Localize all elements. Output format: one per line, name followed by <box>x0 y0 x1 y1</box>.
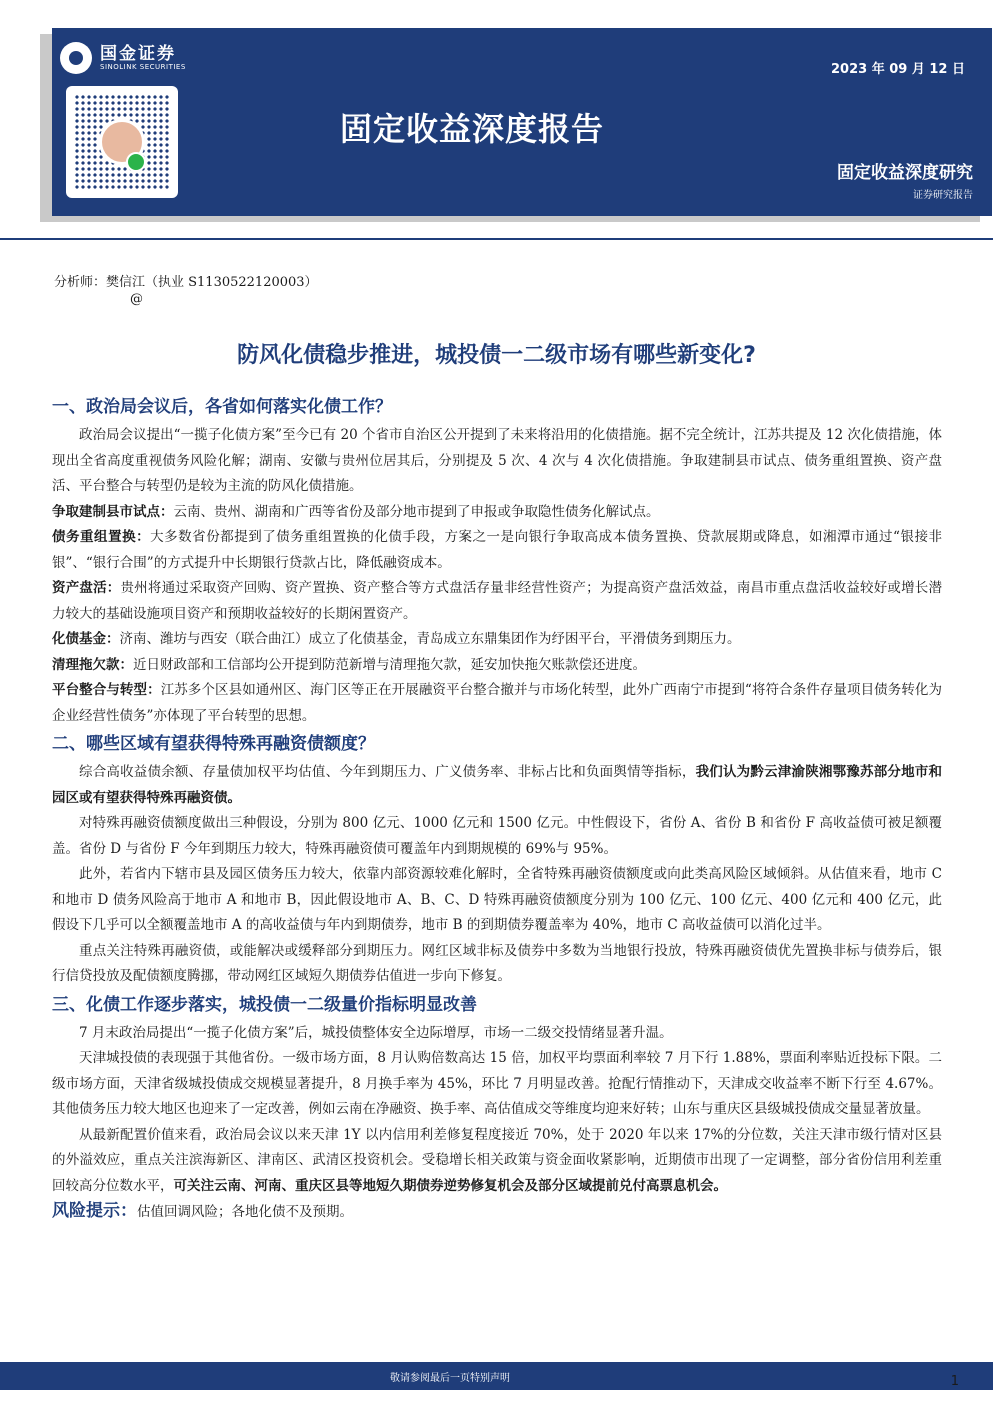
item-text: 大多数省份都提到了债务重组置换的化债手段，方案之一是向银行争取高成本债务置换、贷款展期或降息，如湘潭市通过“银接非银”、“银行合围”的方式提升中长期银行贷款占比，降低融资成本。 <box>52 529 942 571</box>
report-label: 证券研究报告 <box>913 190 973 201</box>
item-label: 清理拖欠款： <box>52 656 133 673</box>
disclaimer-note: 敬请参阅最后一页特别声明 <box>390 1373 510 1384</box>
header-divider <box>0 238 993 240</box>
item-text: 近日财政部和工信部均公开提到防范新增与清理拖欠款，延安加快拖欠账款偿还进度。 <box>133 656 646 673</box>
section-2-paragraph: 对特殊再融资债额度做出三种假设，分别为 800 亿元、1000 亿元和 1500 亿元。中性假设下，省份 A、省份 B 和省份 F 高收益债可被足额覆盖。省份 D 与省份 F 今年到期压力较大，特殊再融资债可覆盖年内到期规模的 69%与 95%。 <box>52 815 942 857</box>
paragraph-emphasis: 我们认为黔云津渝陕湘鄂豫苏部分地市和园区或有望获得特殊再融资债。 <box>52 764 943 806</box>
page-footer <box>0 1362 993 1390</box>
section-1-item <box>52 576 942 627</box>
qr-code-icon <box>66 86 178 198</box>
item-text: 贵州将通过采取资产回购、资产置换、资产整合等方式盘活存量非经营性资产；为提高资产盘活效益，南昌市重点盘活收益较好或增长潜力较大的基础设施项目资产和预期收益较好的长期闲置资产。 <box>52 580 943 622</box>
item-text: 云南、贵州、湖南和广西等省份及部分地市提到了申报或争取隐性债务化解试点。 <box>173 503 660 520</box>
logo-cn-text: 国金证券 <box>100 43 176 64</box>
section-2-heading: 二、哪些区域有望获得特殊再融资债额度？ <box>52 734 375 754</box>
section-3-paragraph: 7 月末政治局提出“一揽子化债方案”后，城投债整体安全边际增厚，市场一二级交投情绪显著升温。 <box>79 1024 673 1041</box>
section-1-item <box>52 627 942 653</box>
report-body <box>52 392 942 1226</box>
risk-warning <box>52 1199 942 1226</box>
section-1-heading: 一、政治局会议后，各省如何落实化债工作？ <box>52 397 392 417</box>
section-1-item <box>52 653 942 679</box>
risk-text: 估值回调风险；各地化债不及预期。 <box>137 1204 353 1220</box>
item-text: 济南、潍坊与西安（联合曲江）成立了化债基金，青岛成立东鼎集团作为纾困平台，平滑债务到期压力。 <box>119 631 741 647</box>
item-label: 化债基金： <box>52 631 120 647</box>
section-2-paragraph: 重点关注特殊再融资债，或能解决或缓释部分到期压力。网红区域非标及债券中多数为当地银行投放，特殊再融资债优先置换非标与债券后，银行信贷投放及配债额度腾挪，带动网红区域短久期债券估值进一步向下修复。 <box>52 942 942 984</box>
document-title: 防风化债稳步推进，城投债一二级市场有哪些新变化? <box>237 343 756 368</box>
item-label: 资产盘活： <box>52 580 121 596</box>
company-logo <box>60 42 186 74</box>
section-1-intro: 政治局会议提出“一揽子化债方案”至今已有 20 个省市自治区公开提到了未来将沿用的化债措施。据不完全统计，江苏共提及 12 次化债措施，体现出全省高度重视债务风险化解；湖南、安徽与贵州位居其后，分别提及 5 次、4 次与 4 次化债措施。争取建制县市试点、债务重组置换、资产盘活、平台整合与转型仍是较为主流的防风化债措施。 <box>52 427 942 494</box>
section-1-item <box>52 525 942 576</box>
report-category: 固定收益深度研究 <box>837 163 973 183</box>
section-3-paragraph <box>52 1123 942 1200</box>
section-3-heading: 三、化债工作逐步落实，城投债一二级量价指标明显改善 <box>52 994 477 1015</box>
paragraph-text: 综合高收益债余额、存量债加权平均估值、今年到期压力、广义债务率、非标占比和负面舆情等指标， <box>79 764 696 780</box>
report-date: 2023 年 09 月 12 日 <box>831 62 965 77</box>
section-2-paragraph <box>52 760 942 811</box>
analyst-info: 分析师：樊信江（执业 S1130522120003） <box>54 275 318 290</box>
paragraph-text: 从最新配置价值来看，政治局会议以来天津 1Y 以内信用利差修复程度接近 70%，处于 2020 年以来 17%的分位数，关注天津市级行情对区县的外溢效应，重点关注滨海新区、津南区、武清区投资机会。受稳增长相关政策与资金面收紧影响，近期债市出现了一定调整，部分省份信用利差重回较高分位数水平， <box>52 1126 942 1194</box>
page-number: 1 <box>950 1374 959 1389</box>
logo-mark-icon <box>60 42 92 74</box>
item-label: 争取建制县市试点： <box>52 503 174 520</box>
wechat-mini-program-icon <box>126 152 146 172</box>
report-type-title: 固定收益深度报告 <box>340 110 605 148</box>
section-2-paragraph: 此外，若省内下辖市县及园区债务压力较大，依靠内部资源较难化解时，全省特殊再融资债额度或向此类高风险区域倾斜。从估值来看，地市 C 和地市 D 债务风险高于地市 A 和地市 B，因此假设地市 A、B、C、D 特殊再融资债额度分别为 100 亿元、100 亿元、400 亿元和 400 亿元，此假设下几乎可以全额覆盖地市 A 的高收益债与年内到期债券，地市 B 的到期债券覆盖率为 40%，地市 C 高收益债可以消化过半。 <box>52 866 942 933</box>
paragraph-emphasis: 可关注云南、河南、重庆区县等地短久期债券逆势修复机会及部分区域提前兑付高票息机会。 <box>173 1177 727 1194</box>
section-1-item <box>52 678 942 729</box>
item-text: 江苏多个区县如通州区、海门区等正在开展融资平台整合撤并与市场化转型，此外广西南宁市提到“将符合条件存量项目债务转化为企业经营性债务”亦体现了平台转型的思想。 <box>52 682 943 724</box>
item-label: 平台整合与转型： <box>52 682 161 698</box>
section-1-item <box>52 500 942 526</box>
item-label: 债务重组置换： <box>52 529 151 545</box>
section-3-paragraph: 天津城投债的表现强于其他省份。一级市场方面，8 月认购倍数高达 15 倍，加权平均票面利率较 7 月下行 1.88%，票面利率贴近投标下限。二级市场方面，天津省级城投债成交规模显著提升，8 月换手率为 45%，环比 7 月明显改善。抢配行情推动下，天津成交收益率不断下行至 4.67%。其他债务压力较大地区也迎来了一定改善，例如云南在净融资、换手率、高估值成交等维度均迎来好转；山东与重庆区县级城投债成交量显著放量。 <box>52 1050 942 1117</box>
analyst-email: @ <box>130 292 143 307</box>
risk-label: 风险提示： <box>52 1201 137 1221</box>
logo-en-text: SINOLINK SECURITIES <box>100 62 186 71</box>
